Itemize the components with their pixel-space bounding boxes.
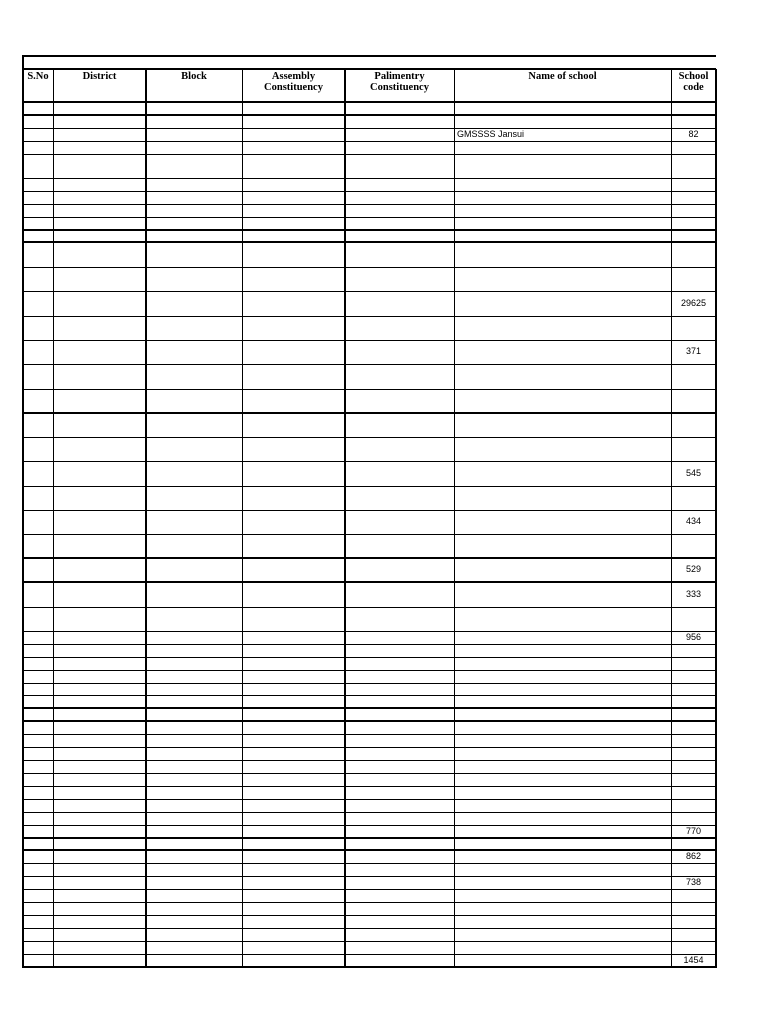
grid-row-line (23, 837, 716, 839)
table-row (0, 928, 1, 941)
grid-row-line (23, 534, 716, 535)
grid-row-line (23, 760, 716, 761)
grid-row-line (23, 461, 716, 462)
grid-row-line (23, 316, 716, 317)
table-row (0, 889, 1, 902)
grid-row-line (23, 68, 716, 70)
grid-row-line (23, 825, 716, 826)
grid-row-line (23, 773, 716, 774)
sheet-top-rule (23, 55, 716, 57)
grid-row-line (23, 178, 716, 179)
grid-row-line (23, 486, 716, 487)
grid-row-line (23, 849, 716, 851)
table-row (0, 747, 1, 760)
grid-column-line (242, 69, 243, 968)
grid-row-line (23, 812, 716, 813)
column-header-parliamentary: Palimentry Constituency (370, 71, 429, 93)
column-header-sno: S.No (27, 71, 49, 82)
table-row (0, 141, 1, 154)
table-row (0, 838, 1, 850)
grid-row-line (23, 928, 716, 929)
grid-row-line (23, 510, 716, 511)
table-row (0, 825, 1, 838)
grid-row-line (23, 644, 716, 645)
table-row (0, 941, 1, 954)
table-row (0, 773, 1, 786)
school-name-cell: GMSSSS Jansui (457, 129, 525, 139)
grid-row-line (23, 786, 716, 787)
grid-row-line (23, 191, 716, 192)
grid-row-line (23, 557, 716, 559)
grid-row-line (23, 695, 716, 696)
grid-row-line (23, 389, 716, 390)
grid-row-line (23, 941, 716, 942)
grid-row-line (23, 683, 716, 684)
table-row (0, 413, 1, 437)
table-row (0, 486, 1, 510)
grid-row-line (23, 241, 716, 243)
table-row (0, 204, 1, 217)
grid-row-line (23, 954, 716, 955)
table-row (0, 558, 1, 582)
grid-row-line (23, 799, 716, 800)
school-code-cell: 862 (685, 851, 702, 861)
table-row (0, 461, 1, 486)
grid-row-line (23, 707, 716, 709)
table-row (0, 437, 1, 461)
table-row (0, 683, 1, 695)
grid-row-line (23, 902, 716, 903)
table-row (0, 191, 1, 204)
grid-column-line (454, 69, 455, 968)
table-row (0, 734, 1, 747)
school-code-cell: 770 (685, 826, 702, 836)
grid-row-line (23, 141, 716, 142)
grid-row-line (23, 364, 716, 365)
table-row (0, 340, 1, 364)
grid-row-line (23, 876, 716, 877)
grid-row-line (23, 915, 716, 916)
table-row (0, 670, 1, 683)
grid-row-line (23, 128, 716, 129)
table-row (0, 115, 1, 128)
grid-row-line (23, 412, 716, 414)
table-row (0, 799, 1, 812)
column-header-school-name: Name of school (528, 71, 597, 82)
grid-row-line (23, 340, 716, 341)
grid-column-line (344, 69, 346, 968)
table-row (0, 644, 1, 657)
school-code-cell: 371 (685, 346, 702, 356)
grid-row-line (23, 217, 716, 218)
grid-row-line (23, 747, 716, 748)
grid-row-line (23, 889, 716, 890)
school-code-cell: 333 (685, 589, 702, 599)
column-header-block: Block (181, 71, 207, 82)
school-code-cell: 29625 (680, 298, 707, 308)
table-row (0, 915, 1, 928)
grid-row-line (23, 631, 716, 632)
school-code-cell: 1454 (683, 955, 704, 965)
table-row (0, 850, 1, 863)
table-row (0, 582, 1, 607)
table-row (0, 242, 1, 267)
grid-row-line (23, 267, 716, 268)
grid-row-line (23, 154, 716, 155)
table-row (0, 863, 1, 876)
table-row (0, 786, 1, 799)
column-header-school-code: School code (678, 71, 709, 93)
table-row (0, 128, 1, 141)
table-row (0, 876, 1, 889)
school-code-cell: 956 (685, 632, 702, 642)
table-row (0, 721, 1, 734)
grid-row-line (23, 734, 716, 735)
grid-row-line (23, 657, 716, 658)
table-row (0, 510, 1, 534)
table-row (0, 316, 1, 340)
grid-row-line (23, 607, 716, 608)
grid-row-line (23, 863, 716, 864)
table-row (0, 154, 1, 178)
grid-row-line (23, 291, 716, 292)
table-row (0, 230, 1, 242)
table-row (0, 267, 1, 291)
column-header-assembly: Assembly Constituency (264, 71, 323, 93)
school-code-cell: 529 (685, 564, 702, 574)
table-row (0, 389, 1, 413)
grid-row-line (23, 229, 716, 231)
grid-row-line (23, 114, 716, 116)
grid-column-line (145, 69, 147, 968)
table-row (0, 178, 1, 191)
table-row (0, 657, 1, 670)
grid-row-line (23, 204, 716, 205)
school-code-cell: 82 (688, 129, 699, 139)
grid-column-line (53, 69, 54, 968)
grid-row-line (23, 581, 716, 583)
table-row (0, 607, 1, 631)
table-row (0, 760, 1, 773)
table-row (0, 708, 1, 721)
grid-row-line (23, 437, 716, 438)
grid-row-line (23, 720, 716, 722)
table-row (0, 954, 1, 967)
grid-column-line (22, 55, 24, 968)
grid-row-line (23, 101, 716, 103)
table-row (0, 102, 1, 115)
table-row (0, 364, 1, 389)
table-row (0, 695, 1, 708)
column-header-district: District (82, 71, 117, 82)
table-row (0, 812, 1, 825)
table-row (0, 291, 1, 316)
table-row (0, 217, 1, 230)
school-code-cell: 434 (685, 516, 702, 526)
table-row (0, 631, 1, 644)
table-row (0, 902, 1, 915)
table-row (0, 534, 1, 558)
school-code-cell: 738 (685, 877, 702, 887)
grid-row-line (23, 670, 716, 671)
grid-row-line (23, 966, 716, 968)
school-code-cell: 545 (685, 468, 702, 478)
